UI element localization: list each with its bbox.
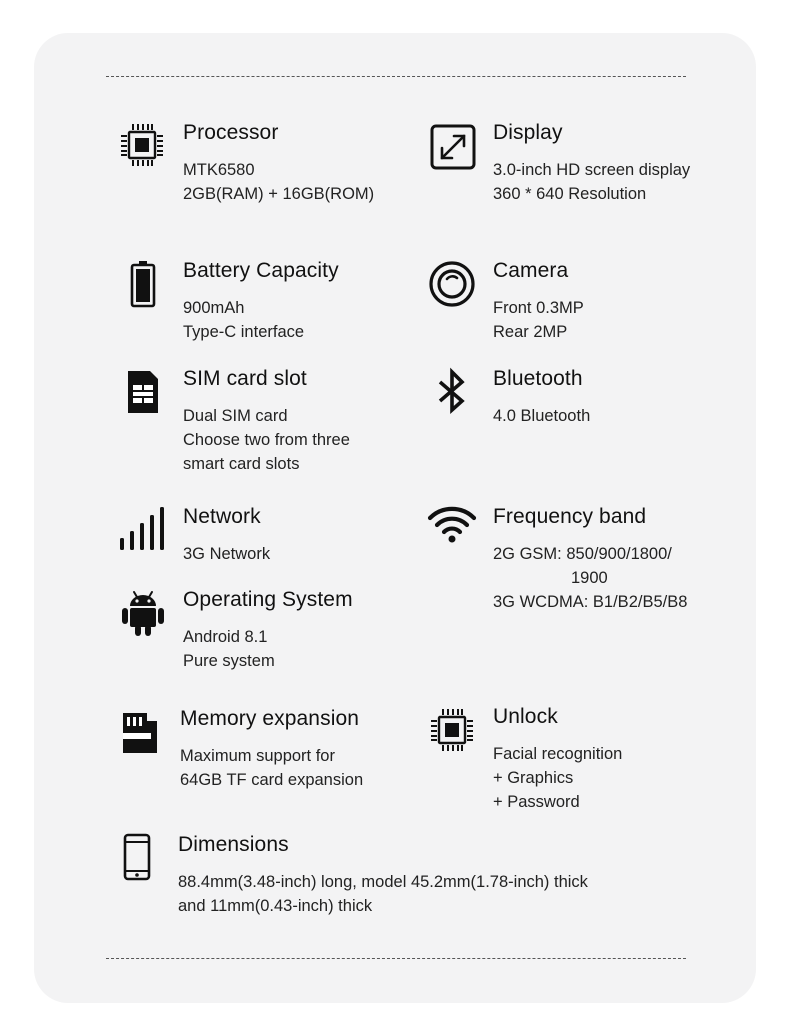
sim-line: Dual SIM card (183, 407, 288, 425)
dimensions-line: 88.4mm(3.48-inch) long, model 45.2mm(1.78-inch) thick (178, 873, 588, 891)
unlock-line: Facial recognition (493, 745, 623, 763)
battery-icon (118, 259, 168, 309)
signal-bars-icon (117, 503, 167, 553)
camera-line: Rear 2MP (493, 323, 568, 341)
sim-card-icon (118, 367, 168, 417)
unlock-line: + Password (493, 793, 580, 811)
sim-line: Choose two from three (183, 431, 350, 449)
sim-title: SIM card slot (183, 367, 307, 390)
network-title: Network (183, 505, 261, 528)
frequency-line: 3G WCDMA: B1/B2/B5/B8 (493, 593, 688, 611)
frequency-line: 1900 (571, 569, 608, 587)
camera-line: Front 0.3MP (493, 299, 584, 317)
memory-line: 64GB TF card expansion (180, 771, 364, 789)
display-title: Display (493, 121, 563, 144)
bluetooth-details (493, 404, 590, 428)
dimensions-line: and 11mm(0.43-inch) thick (178, 897, 373, 915)
memory-line: Maximum support for (180, 747, 335, 765)
sd-card-icon (117, 707, 167, 757)
camera-lens-icon (427, 259, 477, 309)
processor-line: 2GB(RAM) + 16GB(ROM) (183, 185, 375, 203)
processor-details (183, 158, 374, 206)
frequency-details (493, 542, 687, 614)
camera-details (493, 296, 584, 344)
chip-icon (117, 120, 167, 170)
unlock-details (493, 742, 622, 814)
battery-details (183, 296, 304, 344)
battery-line: Type-C interface (183, 323, 305, 341)
wifi-icon (427, 500, 477, 550)
dimensions-details (178, 870, 588, 918)
display-details (493, 158, 690, 206)
unlock-line: + Graphics (493, 769, 574, 787)
memory-title: Memory expansion (180, 707, 360, 730)
bottom-divider (106, 958, 686, 959)
bluetooth-line: 4.0 Bluetooth (493, 407, 591, 425)
battery-line: 900mAh (183, 299, 245, 317)
network-details (183, 542, 270, 566)
bluetooth-icon (427, 367, 477, 417)
chip-icon (427, 705, 477, 755)
expand-icon (428, 122, 478, 172)
bluetooth-title: Bluetooth (493, 367, 583, 390)
sim-line: smart card slots (183, 455, 300, 473)
display-line: 360 * 640 Resolution (493, 185, 647, 203)
processor-title: Processor (183, 121, 279, 144)
os-details (183, 625, 275, 673)
processor-line: MTK6580 (183, 161, 255, 179)
camera-title: Camera (493, 259, 569, 282)
android-icon (118, 588, 168, 638)
sim-details (183, 404, 350, 476)
dimensions-title: Dimensions (178, 833, 289, 856)
display-line: 3.0-inch HD screen display (493, 161, 691, 179)
os-title: Operating System (183, 588, 353, 611)
top-divider (106, 76, 686, 77)
memory-details (180, 744, 363, 792)
os-line: Android 8.1 (183, 628, 268, 646)
unlock-title: Unlock (493, 705, 558, 728)
os-line: Pure system (183, 652, 275, 670)
frequency-line: 2G GSM: 850/900/1800/ (493, 545, 672, 563)
frequency-title: Frequency band (493, 505, 647, 528)
phone-icon (112, 832, 162, 882)
battery-title: Battery Capacity (183, 259, 339, 282)
network-line: 3G Network (183, 545, 271, 563)
